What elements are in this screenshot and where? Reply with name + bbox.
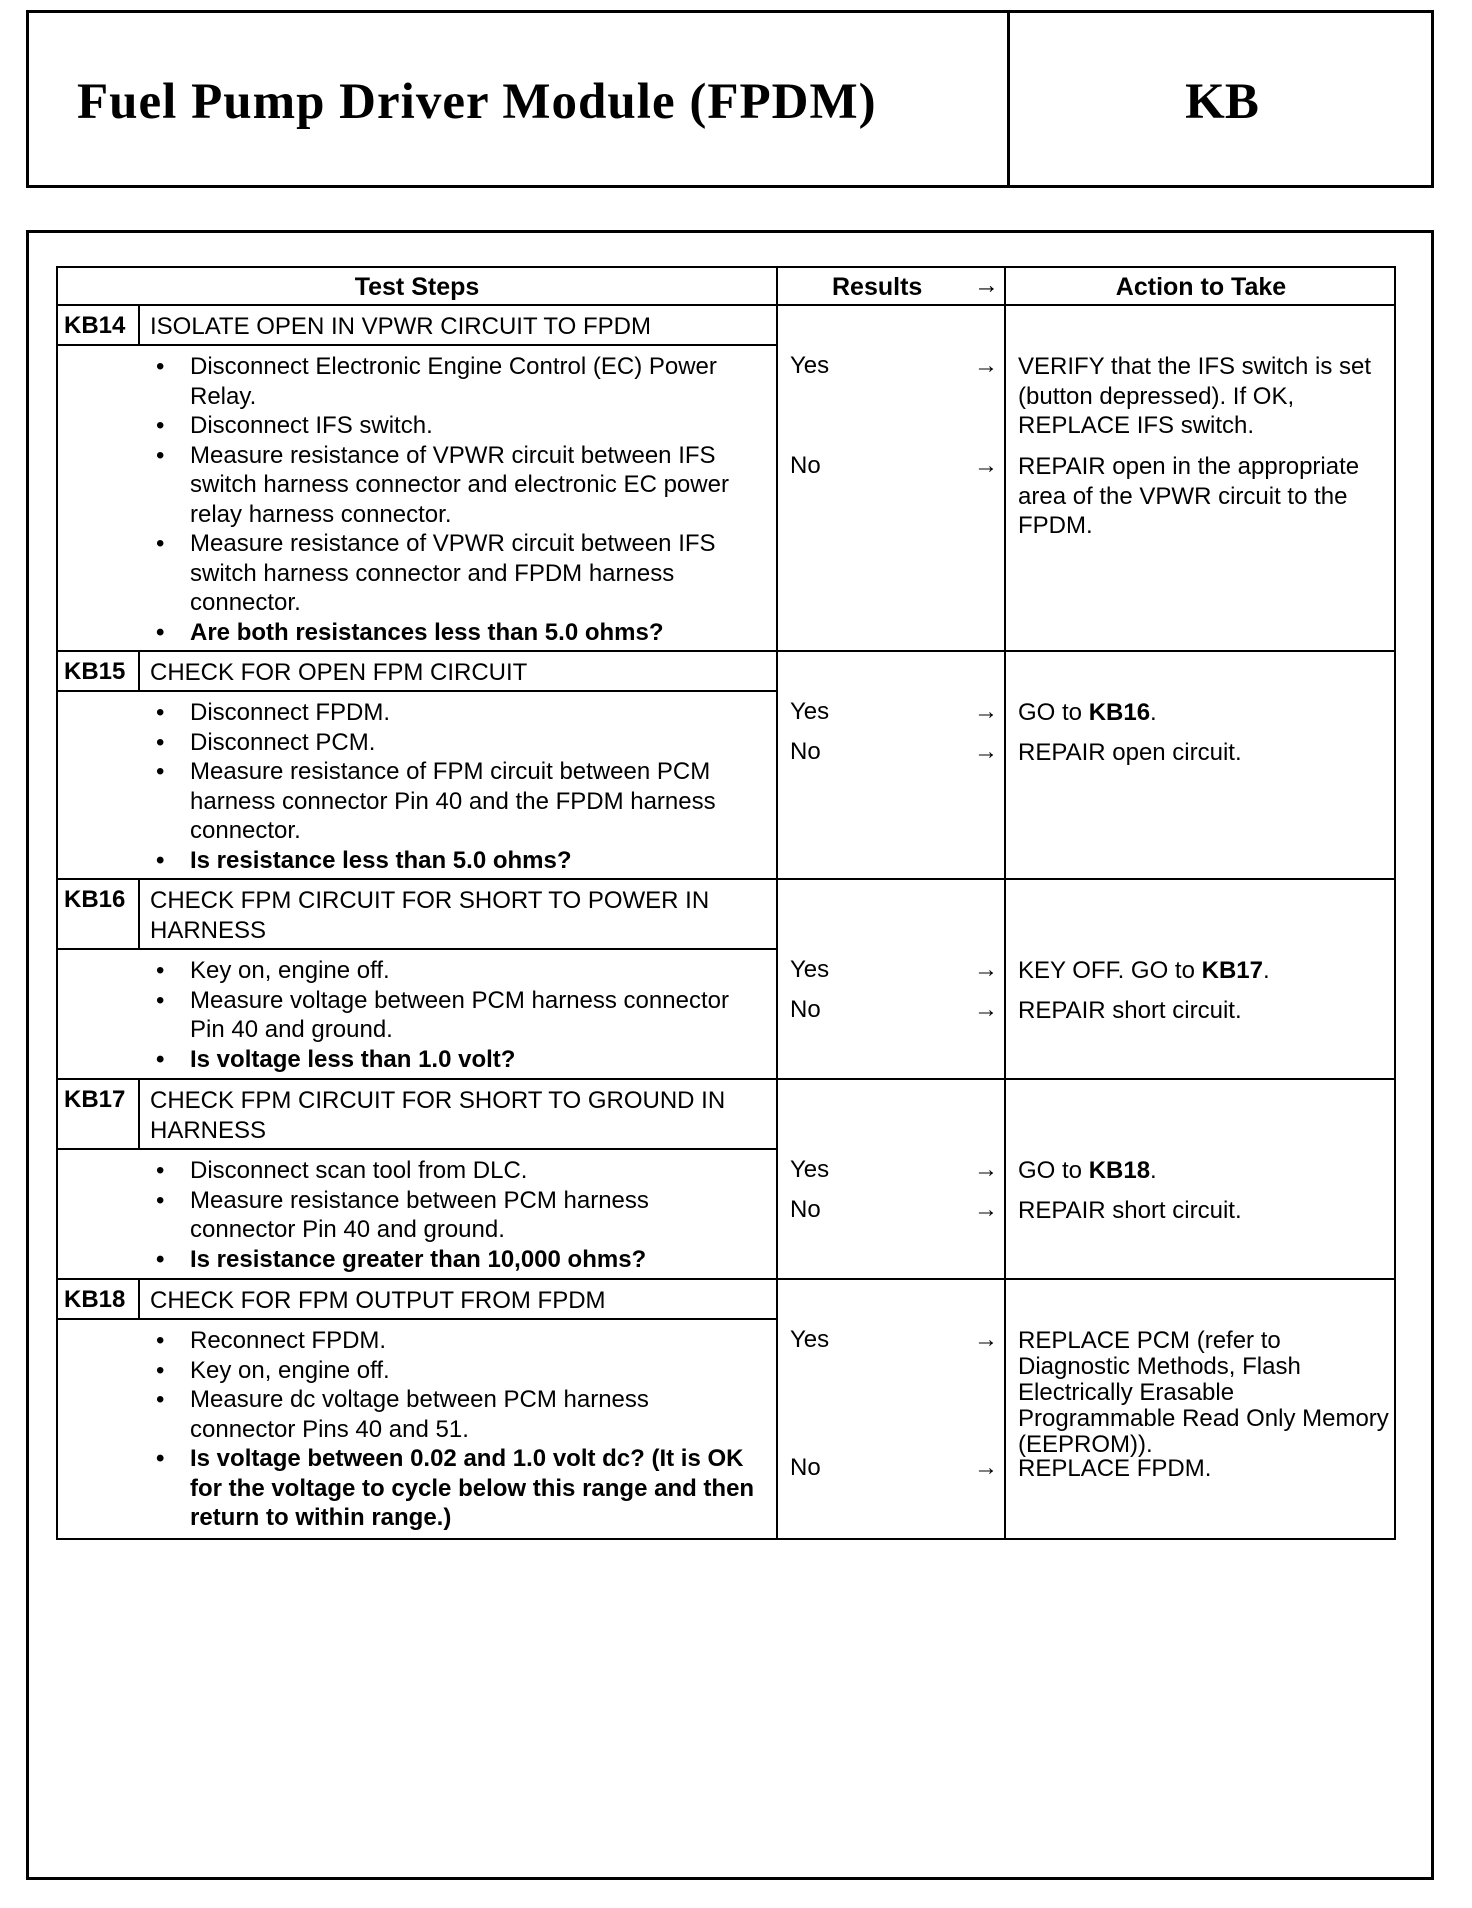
- step-block-kb15: [56, 652, 1396, 880]
- arrow-icon: →: [974, 1326, 998, 1353]
- step-id: KB15: [58, 652, 140, 690]
- arrow-icon: →: [974, 1156, 998, 1183]
- list-item: • Measure dc voltage between PCM harness connector Pins 40 and 51.: [150, 1385, 760, 1444]
- list-item: • Disconnect IFS switch.: [150, 411, 760, 441]
- result-label: No: [790, 1454, 821, 1481]
- arrow-icon: →: [974, 698, 998, 725]
- list-item: • Key on, engine off.: [150, 1356, 760, 1386]
- arrow-icon: →: [974, 1196, 998, 1223]
- action-text: KEY OFF. GO to KB17.: [1018, 957, 1270, 984]
- step-id: KB14: [58, 306, 140, 344]
- list-item: • Disconnect FPDM.: [150, 698, 760, 728]
- list-item: • Reconnect FPDM.: [150, 1326, 760, 1356]
- list-item: • Key on, engine off.: [150, 956, 760, 986]
- step-block-kb16: [56, 880, 1396, 1080]
- step-id: KB17: [58, 1080, 140, 1148]
- section-code: KB: [1185, 74, 1259, 130]
- step-title: CHECK FOR FPM OUTPUT FROM FPDM: [150, 1287, 606, 1314]
- result-label: Yes: [790, 352, 830, 379]
- step-bullets: [150, 1156, 760, 1274]
- col-test-steps: Test Steps: [354, 273, 480, 301]
- step-bullets: [150, 698, 760, 875]
- result-label: No: [790, 996, 821, 1023]
- action-text: GO to KB16.: [1018, 699, 1157, 726]
- step-question: • Is resistance greater than 10,000 ohms?: [150, 1245, 760, 1275]
- list-item: • Measure voltage between PCM harness connector Pin 40 and ground.: [150, 986, 760, 1045]
- header-box: [26, 10, 1434, 188]
- step-bullets: [150, 1326, 760, 1533]
- result-label: No: [790, 738, 821, 765]
- result-label: Yes: [790, 1156, 830, 1183]
- step-question: • Is voltage between 0.02 and 1.0 volt dc? (It is OK for the voltage to cycle below this range and then return to within range.): [150, 1444, 760, 1533]
- step-block-kb17: [56, 1080, 1396, 1280]
- action-text: REPAIR short circuit.: [1018, 997, 1242, 1024]
- action-text: VERIFY that the IFS switch is set (button depressed). If OK, REPLACE IFS switch.: [1018, 353, 1372, 439]
- list-item: • Disconnect scan tool from DLC.: [150, 1156, 760, 1186]
- col-action: Action to Take: [1115, 273, 1287, 301]
- arrow-icon: →: [974, 1454, 998, 1481]
- list-item: • Measure resistance of VPWR circuit between IFS switch harness connector and electronic EC power relay harness connector.: [150, 441, 760, 530]
- step-question: • Is resistance less than 5.0 ohms?: [150, 846, 760, 876]
- arrow-icon: →: [974, 352, 998, 379]
- result-label: Yes: [790, 956, 830, 983]
- arrow-icon: →: [974, 956, 998, 983]
- step-title: ISOLATE OPEN IN VPWR CIRCUIT TO FPDM: [150, 313, 651, 340]
- step-bullets: [150, 352, 760, 647]
- page-title: Fuel Pump Driver Module (FPDM): [77, 74, 877, 130]
- list-item: • Measure resistance of VPWR circuit between IFS switch harness connector and FPDM harness connector.: [150, 529, 760, 618]
- step-block-kb18: [56, 1280, 1396, 1540]
- step-title: CHECK FOR OPEN FPM CIRCUIT: [150, 659, 528, 686]
- table-header-row: [56, 266, 1396, 306]
- action-text: REPAIR short circuit.: [1018, 1197, 1242, 1224]
- result-label: No: [790, 452, 821, 479]
- step-id: KB16: [58, 880, 140, 948]
- action-text: REPLACE FPDM.: [1018, 1455, 1212, 1482]
- step-question: • Are both resistances less than 5.0 ohms?: [150, 618, 760, 648]
- step-question: • Is voltage less than 1.0 volt?: [150, 1045, 760, 1075]
- action-text: REPLACE PCM (refer to Diagnostic Methods, Flash Electrically Erasable Programmable Read Only Memory (EEPROM)).: [1018, 1327, 1389, 1458]
- arrow-icon: →: [974, 452, 998, 479]
- result-label: Yes: [790, 1326, 830, 1353]
- step-title: CHECK FPM CIRCUIT FOR SHORT TO GROUND IN HARNESS: [150, 1087, 726, 1144]
- list-item: • Measure resistance of FPM circuit between PCM harness connector Pin 40 and the FPDM harness connector.: [150, 757, 760, 846]
- result-label: Yes: [790, 698, 830, 725]
- step-id: KB18: [58, 1280, 140, 1318]
- result-label: No: [790, 1196, 821, 1223]
- step-ref: KB18: [1088, 1157, 1151, 1184]
- col-results: Results: [832, 273, 923, 301]
- arrow-icon: →: [974, 996, 998, 1023]
- step-ref: KB16: [1088, 699, 1151, 726]
- list-item: • Disconnect PCM.: [150, 728, 760, 758]
- step-title: CHECK FPM CIRCUIT FOR SHORT TO POWER IN HARNESS: [150, 887, 710, 944]
- list-item: • Measure resistance between PCM harness connector Pin 40 and ground.: [150, 1186, 760, 1245]
- list-item: • Disconnect Electronic Engine Control (EC) Power Relay.: [150, 352, 760, 411]
- col-results-arrow: →: [974, 271, 999, 299]
- step-block-kb14: [56, 306, 1396, 652]
- action-text: GO to KB18.: [1018, 1157, 1157, 1184]
- step-bullets: [150, 956, 760, 1074]
- action-text: REPAIR open in the appropriate area of the VPWR circuit to the FPDM.: [1018, 453, 1360, 539]
- action-text: REPAIR open circuit.: [1018, 739, 1242, 766]
- step-ref: KB17: [1201, 957, 1263, 984]
- arrow-icon: →: [974, 738, 998, 765]
